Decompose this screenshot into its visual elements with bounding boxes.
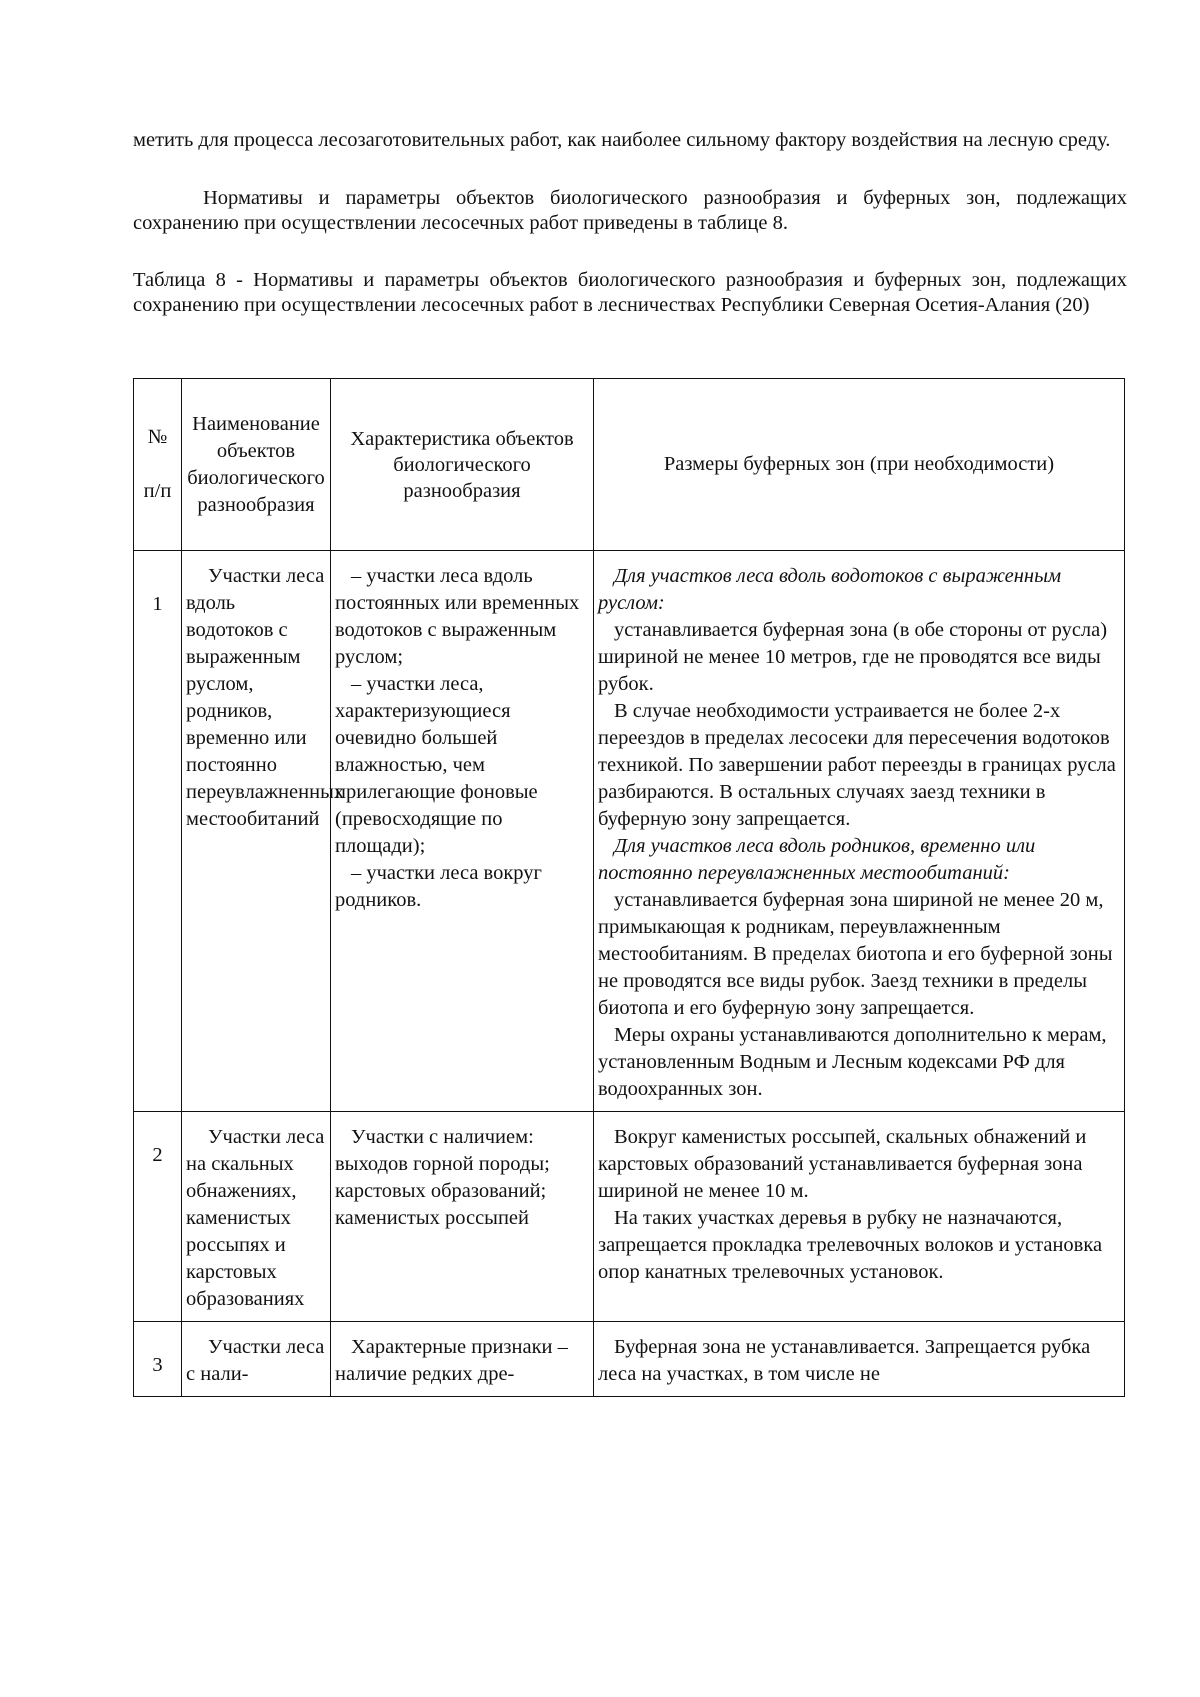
- row-buffer-zone: Для участков леса вдоль водотоков с выраженным руслом: устанавливается буферная зона (в обе стороны от русла) шириной не менее 10 метров, где не проводятся все виды рубок. В случае необходимости устраивается не более 2-х переездов в пределах лесосеки для пересечения водотоков техникой. По завершении работ переезды в границах русла разбираются. В остальных случаях заезд техники в буферную зону запрещается. Для участков леса вдоль родников, временно или постоянно переувлажненных местообитаний: устанавливается буферная зона шириной не менее 20 м, примыкающая к родникам, переувлажненным местообитаниям. В пределах биотопа и его буферной зоны не проводятся все виды рубок. Заезд техники в пределы биотопа и его буферную зону запрещается. Меры охраны устанавливаются дополнительно к мерам, установленным Водным и Лесным кодексами РФ для водоохранных зон.: [594, 551, 1125, 1112]
- row-object-name: Участки леса на скальных обнажениях, каменистых россыпях и карстовых образованиях: [182, 1112, 331, 1322]
- row-number: 2: [134, 1112, 182, 1322]
- header-characteristic: Характеристика объектов биологического разнообразия: [331, 379, 594, 551]
- norms-paragraph: Нормативы и параметры объектов биологического разнообразия и буферных зон, подлежащих сохранению при осуществлении лесосечных работ приведены в таблице 8.: [133, 187, 1127, 234]
- row-object-name: Участки леса с нали-: [182, 1322, 331, 1397]
- table-row: [134, 1112, 1125, 1322]
- norms-table: [133, 378, 1125, 1397]
- table-header-row: [134, 379, 1125, 551]
- header-buffer-zone: Размеры буферных зон (при необходимости): [594, 379, 1125, 551]
- intro-paragraph: метить для процесса лесозаготовительных работ, как наиболее сильному фактору воздействия на лесную среду.: [133, 129, 1111, 151]
- row-buffer-zone: Вокруг каменистых россыпей, скальных обнажений и карстовых образований устанавливается буферная зона шириной не менее 10 м. На таких участках деревья в рубку не назначаются, запрещается прокладка трелевочных волоков и установка опор канатных трелевочных установок.: [594, 1112, 1125, 1322]
- row-characteristic: Участки с наличием: выходов горной породы; карстовых образований; каменистых россыпей: [331, 1112, 594, 1322]
- row-characteristic: – участки леса вдоль постоянных или временных водотоков с выраженным руслом; – участки леса, характеризующиеся очевидно большей влажностью, чем прилегающие фоновые (превосходящие по площади); – участки леса вокруг родников.: [331, 551, 594, 1112]
- row-characteristic: Характерные признаки – наличие редких дре-: [331, 1322, 594, 1397]
- table-row: [134, 1322, 1125, 1397]
- row-buffer-zone: Буферная зона не устанавливается. Запрещается рубка леса на участках, в том числе не: [594, 1322, 1125, 1397]
- table-row: [134, 551, 1125, 1112]
- row-number: 1: [134, 551, 182, 1112]
- row-number: 3: [134, 1322, 182, 1397]
- row-object-name: Участки леса вдоль водотоков с выраженным руслом, родников, временно или постоянно переувлажненных местообитаний: [182, 551, 331, 1112]
- header-object-name: Наименование объектов биологического разнообразия: [182, 379, 331, 551]
- header-number: № п/п: [134, 379, 182, 551]
- table-caption: Таблица 8 - Нормативы и параметры объектов биологического разнообразия и буферных зон, подлежащих сохранению при осуществлении лесосечных работ в лесничествах Республики Северная Осетия-Алания (20): [133, 269, 1127, 316]
